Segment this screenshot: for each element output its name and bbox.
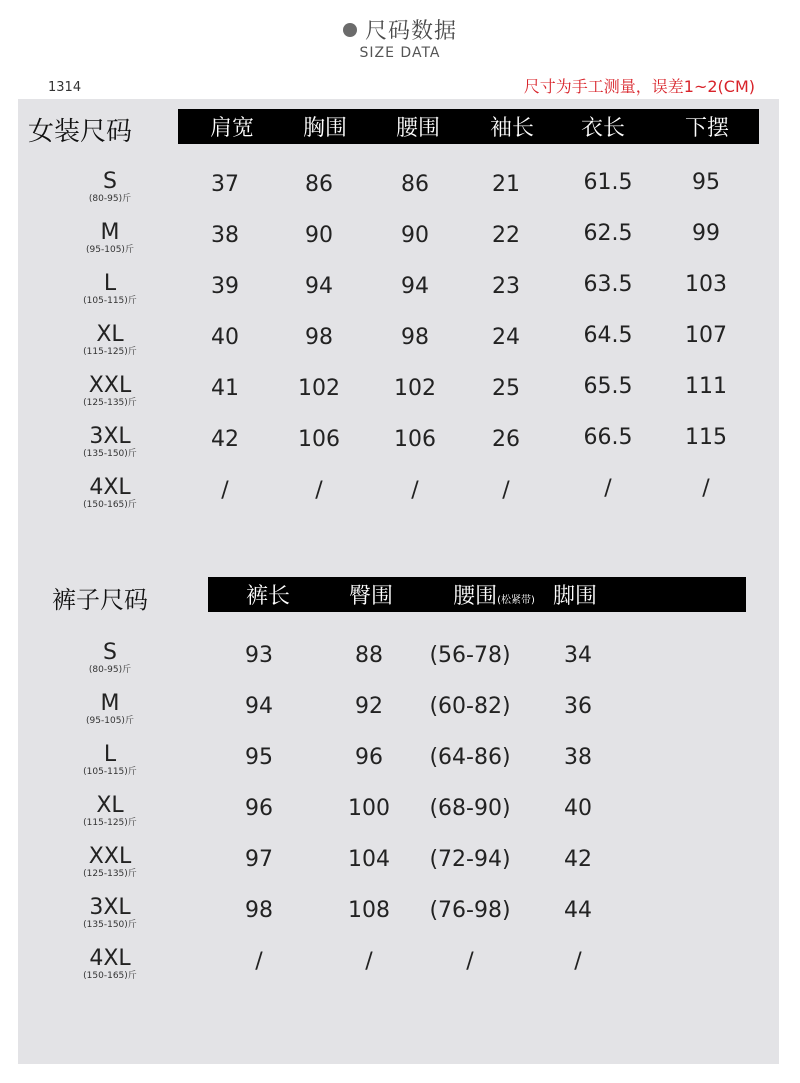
table-cell: 107	[685, 323, 727, 348]
table-cell: 64.5	[583, 323, 633, 348]
women-header-hem: 下摆	[684, 116, 730, 141]
size-weight: (150-165)斤	[83, 500, 137, 510]
pants-header-ankle: 脚围	[552, 584, 598, 609]
table-cell: 24	[492, 325, 520, 350]
table-cell: /	[702, 476, 710, 501]
size-name: XXL	[88, 373, 132, 398]
size-name: L	[103, 742, 117, 767]
table-cell: 37	[211, 172, 239, 197]
size-weight: (135-150)斤	[83, 449, 137, 459]
size-weight: (80-95)斤	[88, 665, 132, 675]
table-row	[0, 170, 800, 221]
women-header-bar	[178, 109, 759, 144]
table-cell: /	[221, 478, 229, 503]
women-header-length: 衣长	[580, 116, 626, 141]
women-header-waist: 腰围	[395, 116, 441, 141]
table-cell: 96	[355, 745, 383, 770]
table-cell: 62.5	[583, 221, 633, 246]
table-cell: (68-90)	[429, 796, 511, 821]
table-cell: 42	[564, 847, 592, 872]
pants-header-length: 裤长	[245, 584, 291, 609]
table-cell: (64-86)	[429, 745, 511, 770]
table-cell: 108	[348, 898, 390, 923]
table-row	[0, 947, 800, 998]
table-cell: 44	[564, 898, 592, 923]
table-cell: 111	[685, 374, 727, 399]
size-weight: (125-135)斤	[83, 398, 137, 408]
page-header	[0, 14, 800, 61]
page-subtitle: SIZE DATA	[359, 45, 441, 61]
table-cell: (56-78)	[429, 643, 511, 668]
table-cell: (72-94)	[429, 847, 511, 872]
table-row	[0, 845, 800, 896]
size-name: 4XL	[89, 475, 131, 500]
table-cell: 41	[211, 376, 239, 401]
table-cell: 61.5	[583, 170, 633, 195]
size-name: M	[100, 691, 120, 716]
size-name: XL	[96, 322, 124, 347]
table-cell: 23	[492, 274, 520, 299]
pants-header-waist-note: (松紧带)	[497, 595, 535, 606]
size-label	[60, 845, 160, 879]
size-weight: (150-165)斤	[83, 971, 137, 981]
table-cell: 98	[305, 325, 333, 350]
table-cell: 66.5	[583, 425, 633, 450]
size-label	[60, 425, 160, 459]
size-label	[60, 221, 160, 255]
table-row	[0, 794, 800, 845]
size-weight: (115-125)斤	[83, 818, 137, 828]
table-cell: /	[315, 478, 323, 503]
size-name: M	[100, 220, 120, 245]
women-header-shoulder: 肩宽	[209, 116, 255, 141]
table-row	[0, 743, 800, 794]
table-cell: 88	[355, 643, 383, 668]
size-label	[60, 272, 160, 306]
table-cell: /	[365, 949, 373, 974]
table-row	[0, 425, 800, 476]
table-cell: 94	[305, 274, 333, 299]
table-row	[0, 272, 800, 323]
table-row	[0, 221, 800, 272]
table-cell: 86	[401, 172, 429, 197]
bullet-dot-icon	[343, 23, 357, 37]
size-label	[60, 476, 160, 510]
table-cell: 98	[401, 325, 429, 350]
table-cell: /	[466, 949, 474, 974]
size-weight: (80-95)斤	[88, 194, 132, 204]
table-cell: 38	[564, 745, 592, 770]
table-cell: 38	[211, 223, 239, 248]
table-cell: 98	[245, 898, 273, 923]
table-cell: 93	[245, 643, 273, 668]
table-cell: 100	[348, 796, 390, 821]
table-cell: 96	[245, 796, 273, 821]
size-name: L	[103, 271, 117, 296]
table-cell: 92	[355, 694, 383, 719]
table-cell: 63.5	[583, 272, 633, 297]
table-cell: (76-98)	[429, 898, 511, 923]
size-name: 4XL	[89, 946, 131, 971]
table-cell: 102	[394, 376, 436, 401]
size-label	[60, 947, 160, 981]
table-cell: 102	[298, 376, 340, 401]
table-cell: 95	[692, 170, 720, 195]
size-weight: (105-115)斤	[83, 767, 137, 777]
table-cell: 90	[401, 223, 429, 248]
size-label	[60, 374, 160, 408]
table-row	[0, 374, 800, 425]
size-name: S	[103, 169, 117, 194]
size-name: S	[103, 640, 117, 665]
size-label	[60, 170, 160, 204]
size-weight: (115-125)斤	[83, 347, 137, 357]
table-cell: 40	[211, 325, 239, 350]
table-cell: 39	[211, 274, 239, 299]
table-cell: 106	[298, 427, 340, 452]
size-label	[60, 896, 160, 930]
size-name: 3XL	[89, 424, 131, 449]
size-name: XL	[96, 793, 124, 818]
table-row	[0, 692, 800, 743]
size-weight: (95-105)斤	[86, 716, 134, 726]
size-name: XXL	[88, 844, 132, 869]
table-row	[0, 896, 800, 947]
table-cell: 65.5	[583, 374, 633, 399]
pants-header-bar	[208, 577, 746, 612]
table-cell: 99	[692, 221, 720, 246]
table-cell: /	[574, 949, 582, 974]
size-label	[60, 692, 160, 726]
table-cell: /	[255, 949, 263, 974]
table-cell: 94	[401, 274, 429, 299]
table-cell: 90	[305, 223, 333, 248]
table-row	[0, 476, 800, 527]
table-cell: 34	[564, 643, 592, 668]
table-cell: 94	[245, 694, 273, 719]
size-weight: (135-150)斤	[83, 920, 137, 930]
pants-header-waist	[453, 579, 535, 610]
table-cell: 95	[245, 745, 273, 770]
table-cell: 40	[564, 796, 592, 821]
size-label	[60, 641, 160, 675]
pants-header-hip: 臀围	[348, 584, 394, 609]
size-weight: (125-135)斤	[83, 869, 137, 879]
table-cell: /	[411, 478, 419, 503]
table-cell: 103	[685, 272, 727, 297]
table-cell: 42	[211, 427, 239, 452]
pants-header-waist-label: 腰围	[453, 584, 498, 609]
table-row	[0, 641, 800, 692]
table-cell: 115	[685, 425, 727, 450]
table-cell: 22	[492, 223, 520, 248]
table-cell: 86	[305, 172, 333, 197]
table-cell: 25	[492, 376, 520, 401]
table-cell: /	[502, 478, 510, 503]
women-header-chest: 胸围	[302, 116, 348, 141]
table-cell: 106	[394, 427, 436, 452]
size-label	[60, 794, 160, 828]
table-row	[0, 323, 800, 374]
title-row	[0, 14, 800, 45]
size-label	[60, 743, 160, 777]
pants-section-title: 裤子尺码	[52, 586, 148, 614]
women-section-title: 女装尺码	[28, 117, 133, 147]
measurement-note: 尺寸为手工测量，误差1~2(CM)	[523, 77, 755, 96]
size-weight: (105-115)斤	[83, 296, 137, 306]
table-cell: 26	[492, 427, 520, 452]
table-cell: 36	[564, 694, 592, 719]
table-cell: (60-82)	[429, 694, 511, 719]
page-title: 尺码数据	[364, 19, 457, 44]
size-label	[60, 323, 160, 357]
size-weight: (95-105)斤	[86, 245, 134, 255]
women-header-sleeve: 袖长	[489, 116, 535, 141]
size-name: 3XL	[89, 895, 131, 920]
table-cell: 21	[492, 172, 520, 197]
table-cell: 97	[245, 847, 273, 872]
table-cell: /	[604, 476, 612, 501]
table-cell: 104	[348, 847, 390, 872]
product-code: 1314	[48, 80, 82, 95]
